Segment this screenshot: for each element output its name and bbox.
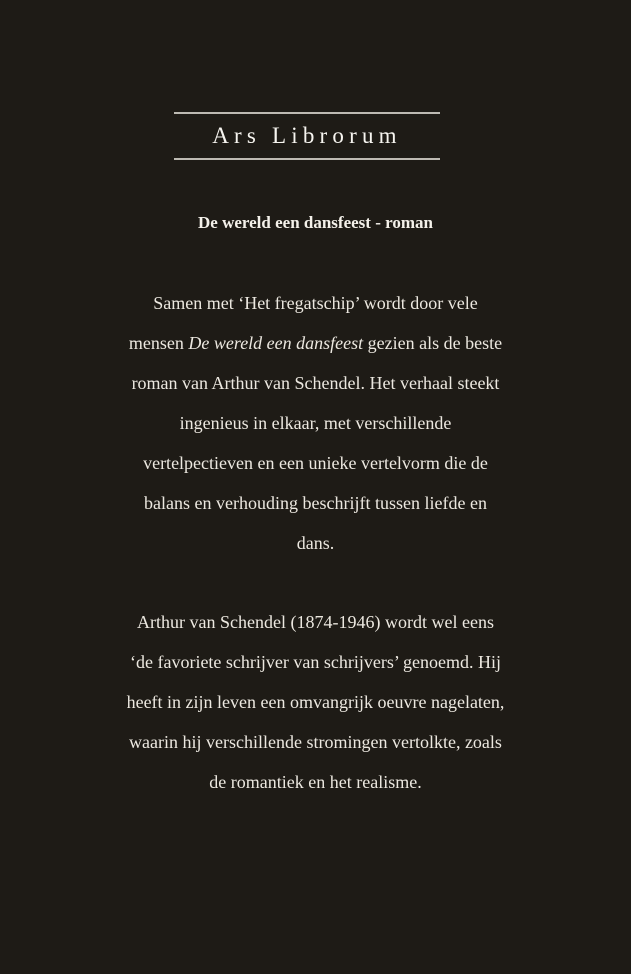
text-line <box>0 722 631 762</box>
text-segment: dans. <box>296 533 335 553</box>
text-segment: heeft in zijn leven een omvangrijk oeuvre nagelaten, <box>126 692 505 712</box>
publisher-logo <box>174 112 440 160</box>
text-segment: ‘de favoriete schrijver van schrijvers’ genoemd. Hij <box>129 652 502 672</box>
book-title: De wereld een dansfeest - roman <box>198 213 433 232</box>
text-segment: Samen met ‘Het fregatschip’ wordt door vele <box>153 293 478 313</box>
text-segment: waarin hij verschillende stromingen vertolkte, zoals <box>129 732 502 752</box>
text-line <box>0 642 631 682</box>
text-segment: mensen <box>128 333 189 353</box>
text-segment: Arthur van Schendel (1874-1946) wordt wel eens <box>137 612 494 632</box>
italic-book-title: De wereld een dansfeest <box>188 333 364 353</box>
text-segment: ingenieus in elkaar, met verschillende <box>179 413 452 433</box>
text-line <box>0 403 631 443</box>
text-line <box>0 363 631 403</box>
text-line <box>0 602 631 642</box>
text-line <box>0 283 631 323</box>
text-line <box>0 483 631 523</box>
text-segment: de romantiek en het realisme. <box>209 772 422 792</box>
description-paragraph-2 <box>0 602 631 802</box>
text-line <box>0 762 631 802</box>
publisher-name: Ars Librorum <box>212 123 402 148</box>
text-line <box>0 323 631 363</box>
text-segment: balans en verhouding beschrijft tussen liefde en <box>144 493 487 513</box>
text-segment: vertelpectieven en een unieke vertelvorm die de <box>143 453 488 473</box>
text-segment: gezien als de beste <box>363 333 503 353</box>
logo-top-rule <box>174 112 440 114</box>
logo-bottom-rule <box>174 158 440 160</box>
text-line <box>0 682 631 722</box>
text-line <box>0 523 631 563</box>
text-segment: roman van Arthur van Schendel. Het verhaal steekt <box>131 373 500 393</box>
text-line <box>0 443 631 483</box>
description-paragraph-1 <box>0 283 631 563</box>
